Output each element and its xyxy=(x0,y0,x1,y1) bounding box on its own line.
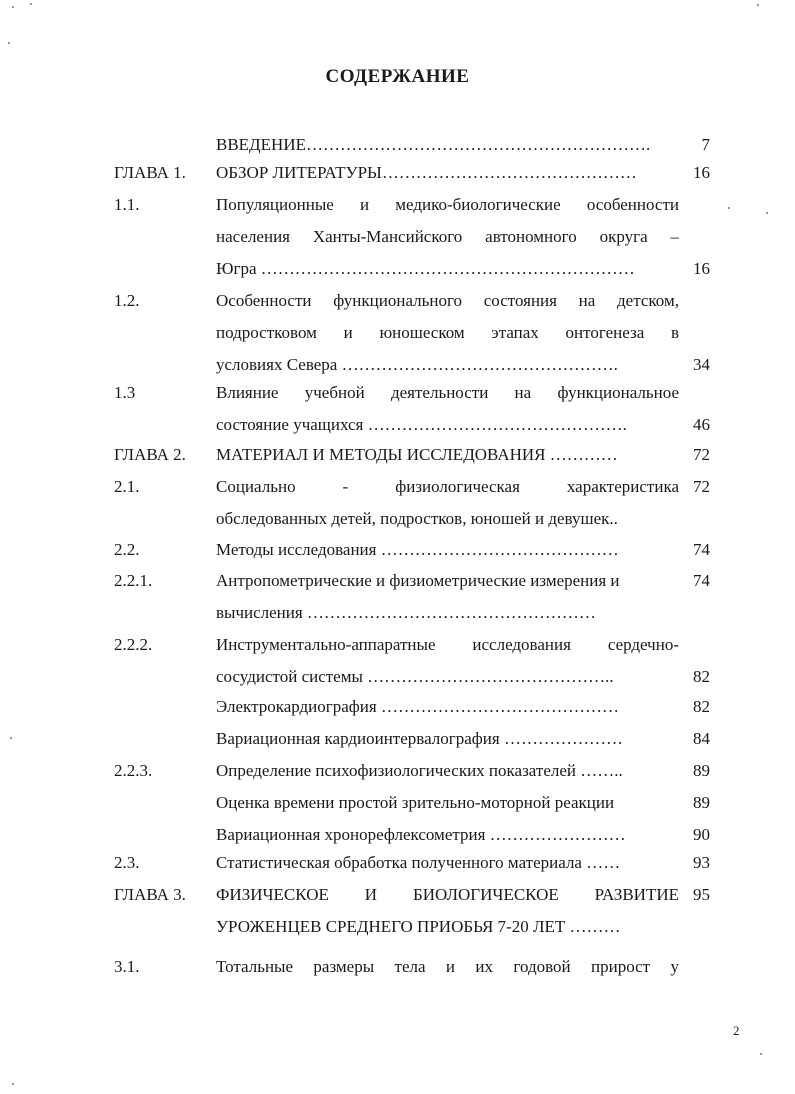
page-number: 2 xyxy=(733,1023,740,1038)
toc-entry-title: Антропометрические и физиометрические измерения и xyxy=(216,571,620,590)
toc-page-number: 95 xyxy=(693,885,710,904)
toc-entry-title: Югра ………………………………………………………… xyxy=(216,259,635,278)
toc-entry-title: УРОЖЕНЦЕВ СРЕДНЕГО ПРИОБЬЯ 7-20 ЛЕТ ……… xyxy=(216,917,621,936)
toc-entry-title: Определение психофизиологических показателей …….. xyxy=(216,761,623,780)
toc-entry-title: Методы исследования …………………………………… xyxy=(216,540,619,559)
toc-section-number: 1.1. xyxy=(114,195,140,214)
toc-page-number: 82 xyxy=(693,667,710,686)
toc-page-number: 89 xyxy=(693,793,710,812)
toc-page-number: 93 xyxy=(693,853,710,872)
scan-speck xyxy=(12,1083,14,1085)
toc-section-number: ГЛАВА 1. xyxy=(114,163,186,182)
toc-page-number: 74 xyxy=(693,540,710,559)
toc-entry-title: населения Ханты-Мансийского автономного округа – xyxy=(216,227,679,246)
toc-page-number: 7 xyxy=(701,135,710,154)
scan-speck xyxy=(760,1053,762,1055)
toc-entry-title: условиях Севера …………………………………………. xyxy=(216,355,618,374)
toc-entry-title: вычисления …………………………………………… xyxy=(216,603,596,622)
toc-page-number: 84 xyxy=(693,729,710,748)
toc-entry-title: Инструментально-аппаратные исследования сердечно- xyxy=(216,635,679,654)
page-title: СОДЕРЖАНИЕ xyxy=(325,66,470,87)
toc-entry-title: Тотальные размеры тела и их годовой прирост у xyxy=(216,957,679,976)
toc-entry-title: МАТЕРИАЛ И МЕТОДЫ ИССЛЕДОВАНИЯ ………… xyxy=(216,445,618,464)
toc-page-number: 72 xyxy=(693,445,710,464)
toc-page-number: 90 xyxy=(693,825,710,844)
toc-section-number: 3.1. xyxy=(114,957,140,976)
toc-page-number: 34 xyxy=(693,355,710,374)
toc-entry-title: сосудистой системы …………………………………….. xyxy=(216,667,614,686)
toc-entry-title: Особенности функционального состояния на детском, xyxy=(216,291,679,310)
toc-entry-title: ОБЗОР ЛИТЕРАТУРЫ……………………………………… xyxy=(216,163,637,182)
toc-section-number: 2.1. xyxy=(114,477,140,496)
scan-speck xyxy=(8,42,10,44)
scan-speck xyxy=(10,737,12,739)
toc-section-number: 2.2. xyxy=(114,540,140,559)
toc-entry-title: ВВЕДЕНИЕ……………………………………………………. xyxy=(216,135,651,154)
toc-section-number: 2.2.3. xyxy=(114,761,153,780)
toc-entry-title: Электрокардиография …………………………………… xyxy=(216,697,619,716)
toc-page-number: 82 xyxy=(693,697,710,716)
toc-section-number: 2.3. xyxy=(114,853,140,872)
toc-section-number: 1.3 xyxy=(114,383,136,402)
scan-speck xyxy=(757,4,759,6)
toc-section-number: ГЛАВА 3. xyxy=(114,885,186,904)
toc-entry-title: Популяционные и медико-биологические особенности xyxy=(216,195,679,214)
toc-page-number: 74 xyxy=(693,571,710,590)
toc-page-number: 46 xyxy=(693,415,710,434)
toc-entry-title: Вариационная хронорефлексометрия …………………… xyxy=(216,825,626,844)
toc-entry-title: Вариационная кардиоинтервалография ………………… xyxy=(216,729,623,748)
toc-page-number: 16 xyxy=(693,259,710,278)
toc-entry-title: обследованных детей, подростков, юношей и девушек.. xyxy=(216,509,618,528)
scan-speck xyxy=(728,207,730,209)
toc-section-number: 1.2. xyxy=(114,291,140,310)
toc-entry-title: Социально - физиологическая характеристика xyxy=(216,477,679,496)
toc-section-number: ГЛАВА 2. xyxy=(114,445,186,464)
toc-entry-title: состояние учащихся ………………………………………. xyxy=(216,415,627,434)
toc-entry-title: Оценка времени простой зрительно-моторной реакции xyxy=(216,793,615,812)
toc-section-number: 2.2.1. xyxy=(114,571,153,590)
toc-entry-title: ФИЗИЧЕСКОЕ И БИОЛОГИЧЕСКОЕ РАЗВИТИЕ xyxy=(216,885,679,904)
toc-entry-title: Влияние учебной деятельности на функциональное xyxy=(216,383,679,402)
scan-speck xyxy=(766,212,768,214)
toc-entry-title: подростковом и юношеском этапах онтогенеза в xyxy=(216,323,679,342)
toc-page-number: 72 xyxy=(693,477,710,496)
toc-entry-title: Статистическая обработка полученного материала …… xyxy=(216,853,621,872)
toc-page-number: 89 xyxy=(693,761,710,780)
toc-section-number: 2.2.2. xyxy=(114,635,153,654)
scan-speck xyxy=(12,6,14,8)
toc-page-number: 16 xyxy=(693,163,710,182)
scan-speck xyxy=(30,3,32,5)
